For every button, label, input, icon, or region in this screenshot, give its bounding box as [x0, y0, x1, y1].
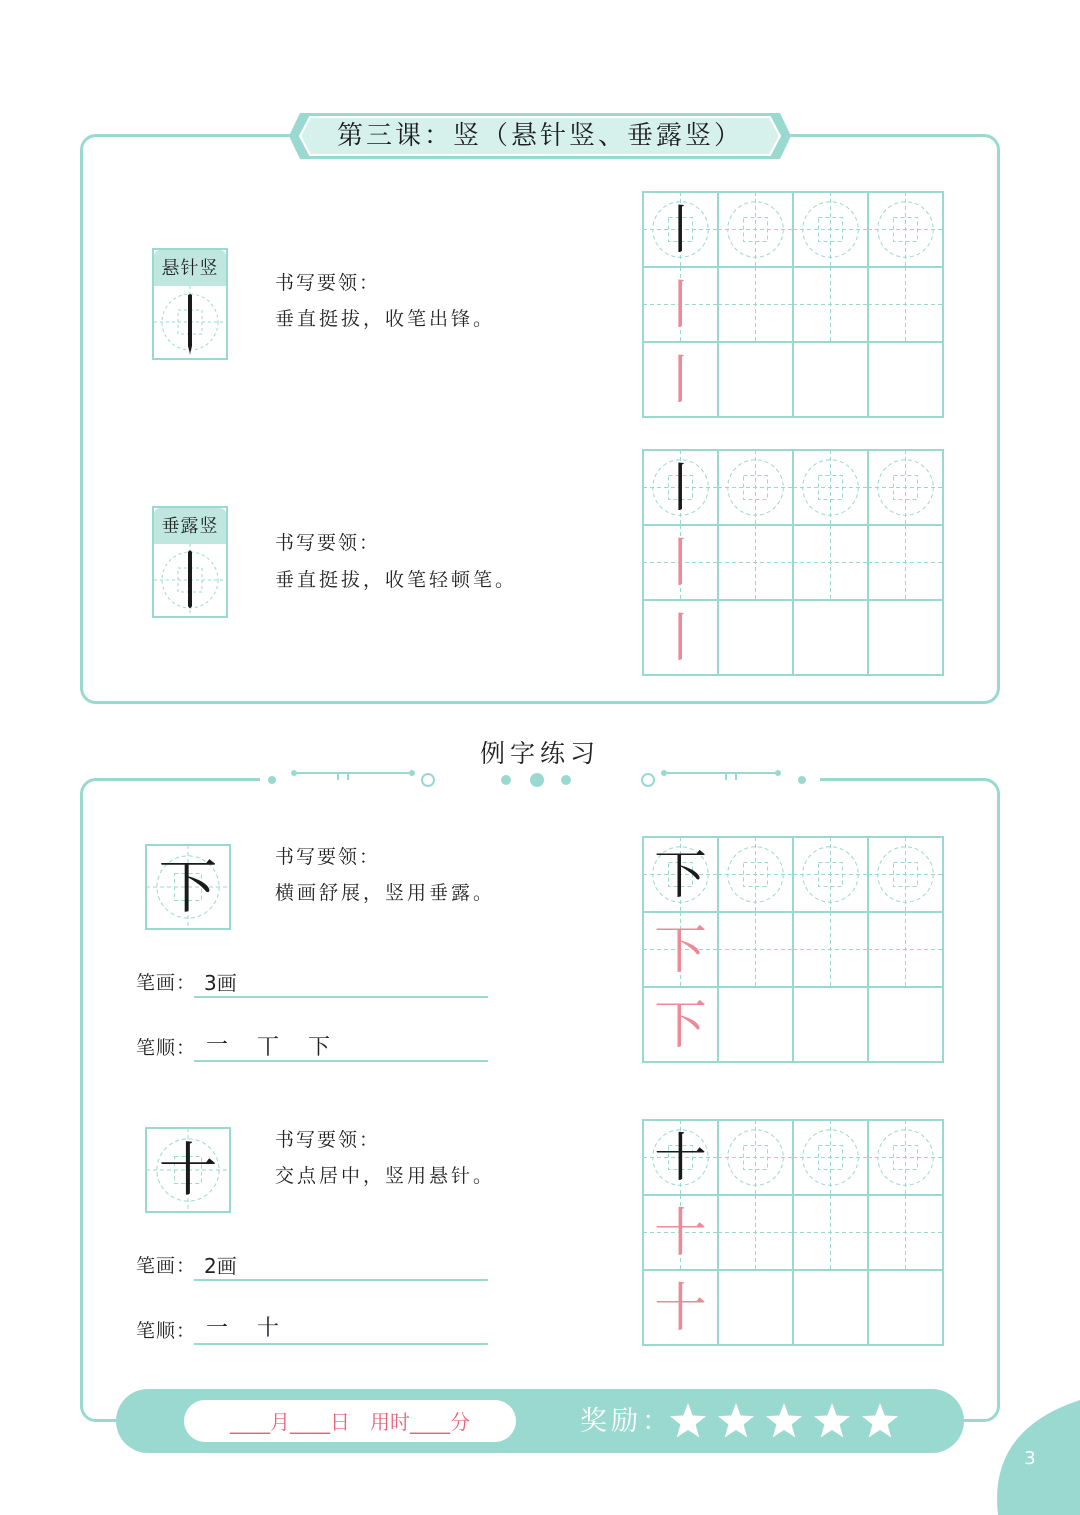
practice-cell[interactable] [718, 987, 793, 1062]
stroke-count-line [194, 1279, 488, 1281]
practice-grid-xia[interactable] [641, 835, 945, 1063]
tip-title: 书写要领： [275, 272, 381, 294]
star-icon[interactable] [814, 1403, 850, 1437]
model-char: 丨 [654, 457, 707, 519]
trace-char: 十 [654, 1202, 707, 1264]
date-time-text: ____月____日 用时____分 [230, 1410, 470, 1434]
reward-stars[interactable] [666, 1399, 906, 1445]
stroke-card-xuanzhen [152, 248, 228, 360]
trace-char: 丨 [654, 532, 707, 594]
stroke-name: 悬针竖 [154, 250, 226, 286]
section-title: 例字练习 [479, 739, 600, 768]
stroke-order-line [194, 1060, 488, 1062]
practice-cell[interactable] [868, 600, 943, 675]
tip-text: 横画舒展，竖用垂露。 [275, 882, 496, 904]
practice-cell[interactable] [868, 987, 943, 1062]
stroke-order-label: 笔顺： [136, 1037, 197, 1059]
trace-char: 十 [654, 1277, 707, 1339]
stroke-order-label: 笔顺： [136, 1320, 197, 1342]
trace-char: 丨 [654, 607, 707, 669]
stroke-demo-box [154, 286, 226, 358]
tip-text: 交点居中，竖用悬针。 [275, 1165, 496, 1187]
lesson-title: 第三课：竖（悬针竖、垂露竖） [336, 121, 743, 151]
trace-char: 丨 [654, 349, 707, 411]
trace-char: 下 [654, 994, 707, 1056]
practice-cell[interactable] [793, 987, 868, 1062]
stroke-count-label: 笔画： [136, 1255, 197, 1277]
practice-cell[interactable] [793, 342, 868, 417]
practice-cell[interactable] [718, 342, 793, 417]
tip-text: 垂直挺拔，收笔轻顿笔。 [275, 569, 518, 591]
stroke-count-label: 笔画： [136, 972, 197, 994]
stroke-count-value: 3画 [204, 971, 237, 995]
stroke-demo-box [154, 544, 226, 616]
tip-title: 书写要领： [275, 1129, 381, 1151]
stroke-order-step: 一 [206, 1316, 229, 1341]
practice-cell[interactable] [793, 600, 868, 675]
decorative-divider [260, 762, 820, 790]
practice-cell[interactable] [868, 1270, 943, 1345]
tip-text: 垂直挺拔，收笔出锋。 [275, 308, 496, 330]
stroke-name: 垂露竖 [154, 508, 226, 544]
stroke-order-line [194, 1343, 488, 1345]
model-char: 十 [654, 1127, 707, 1189]
example-char: 下 [158, 852, 218, 922]
trace-char: 下 [654, 919, 707, 981]
stroke-count-line [194, 996, 488, 998]
practice-grid-xuanzhen[interactable] [641, 190, 945, 418]
star-icon[interactable] [670, 1403, 706, 1437]
page-number: 3 [1024, 1448, 1036, 1469]
practice-cell[interactable] [868, 342, 943, 417]
example-char: 十 [158, 1135, 218, 1205]
stroke-order-step: 一 [206, 1033, 229, 1058]
practice-cell[interactable] [718, 600, 793, 675]
stroke-order-step: 下 [308, 1035, 331, 1060]
stroke-order-step: 十 [257, 1316, 280, 1341]
practice-grid-chuilu[interactable] [641, 448, 945, 676]
practice-cell[interactable] [718, 1270, 793, 1345]
practice-grid-shi[interactable] [641, 1118, 945, 1346]
example-char-box [144, 843, 232, 931]
tip-title: 书写要领： [275, 846, 381, 868]
star-icon[interactable] [766, 1403, 802, 1437]
model-char: 丨 [654, 199, 707, 261]
example-char-box [144, 1126, 232, 1214]
practice-cell[interactable] [793, 1270, 868, 1345]
stroke-count-value: 2画 [204, 1254, 237, 1278]
tip-title: 书写要领： [275, 532, 381, 554]
reward-label: 奖励： [580, 1406, 673, 1437]
stroke-order-step: 丅 [257, 1035, 280, 1060]
stroke-card-chuilu [152, 506, 228, 618]
star-icon[interactable] [718, 1403, 754, 1437]
star-icon[interactable] [862, 1403, 898, 1437]
model-char: 下 [654, 844, 707, 906]
trace-char: 丨 [654, 274, 707, 336]
